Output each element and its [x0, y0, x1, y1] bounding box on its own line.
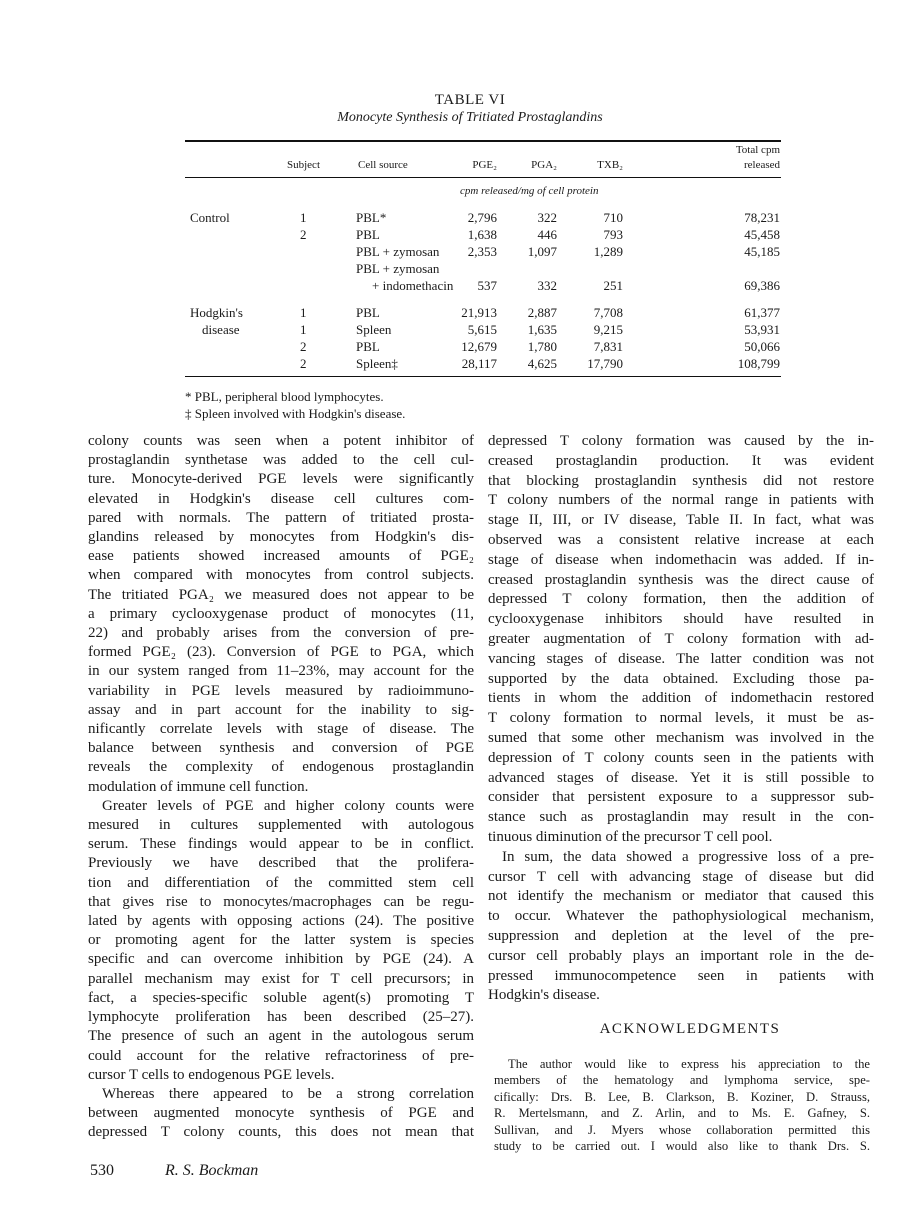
cell-pga: 1,780	[527, 339, 557, 354]
header-pga2: PGA₂	[531, 159, 557, 171]
cell-txb: 1,289	[593, 244, 623, 259]
table-bottom-rule	[185, 376, 781, 377]
running-author: R. S. Bockman	[165, 1162, 259, 1179]
text-line: study to be carried out. I would also like to thank Drs. S.	[494, 1139, 870, 1154]
cell-pge: 28,117	[461, 356, 497, 371]
cell-pge: 2,353	[467, 244, 497, 259]
text-line: The presence of such an agent in the autologous serum	[88, 1028, 474, 1045]
text-line: T colony numbers of the normal range in patients with	[488, 492, 874, 509]
cell-subject: 2	[300, 227, 307, 242]
text-line: nificantly correlate levels with stage of disease. The	[88, 721, 474, 738]
text-line: variability in PGE levels measured by radioimmuno-	[88, 682, 474, 699]
text-line: assay and in part account for the inability to sig-	[88, 701, 474, 718]
text-line: that gives rise to monocytes/macrophages can be regu-	[88, 893, 474, 910]
text-line: 22) and probably arises from the conversion of pre-	[88, 625, 474, 642]
text-line: creased prostaglandin production. It was evident	[488, 452, 874, 469]
cell-subject: 1	[300, 305, 307, 320]
cell-pga: 4,625	[527, 356, 557, 371]
text-line: could account for the relative refractoriness of pre-	[88, 1047, 474, 1064]
text-line: lymphocyte proliferation has been described (25–27).	[88, 1009, 474, 1026]
text-line: colony counts was seen when a potent inhibitor of	[88, 433, 474, 449]
cell-pge: 2,796	[467, 210, 497, 225]
text-line: The tritiated PGA₂ we measured does not appear to be	[88, 586, 474, 603]
text-line: T colony formation to normal levels, it must be as-	[488, 710, 874, 727]
cell-subject: 2	[300, 356, 307, 371]
cell-group: Control	[190, 210, 230, 225]
text-line: creased prostaglandin synthesis was the direct cause of	[488, 571, 874, 588]
cell-pga: 322	[537, 210, 557, 225]
text-line: to occur. Whatever the pathophysiological mechanism,	[488, 908, 874, 925]
text-line: cursor T cell with advancing stage of disease but did	[488, 868, 874, 885]
text-line: balance between synthesis and conversion of PGE	[88, 740, 474, 757]
header-pge2: PGE₂	[472, 159, 497, 171]
text-line: parallel mechanism may exist for T cell precursors; in	[88, 970, 474, 987]
cell-total: 50,066	[744, 339, 780, 354]
acknowledgments-text	[494, 1056, 870, 1154]
table-subtitle: Monocyte Synthesis of Tritiated Prostaglandins	[337, 110, 603, 125]
cell-total: 108,799	[737, 356, 780, 371]
acknowledgments-heading: ACKNOWLEDGMENTS	[599, 1021, 781, 1037]
text-line: Previously we have described that the prolifera-	[88, 855, 474, 872]
text-line: glandins released by monocytes from Hodgkin's dis-	[88, 529, 474, 546]
text-line: consider that persistent exposure to a suppressor sub-	[488, 789, 874, 806]
footnote: ‡ Spleen involved with Hodgkin's disease.	[185, 406, 406, 421]
text-line: tion and differentiation of the committed stem cell	[88, 874, 474, 891]
table-top-rule	[185, 140, 781, 142]
cell-group: disease	[202, 322, 240, 337]
cell-group: Hodgkin's	[190, 305, 243, 320]
text-line: mesured in cultures supplemented with autologous	[88, 817, 474, 834]
text-line: cifically: Drs. B. Lee, B. Clarkson, B. Koziner, D. Strauss,	[494, 1089, 870, 1104]
cell-pge: 21,913	[461, 305, 497, 320]
text-line: lated by agents with opposing actions (24). The positive	[88, 913, 474, 930]
cell-subject: 2	[300, 339, 307, 354]
text-line: a primary cyclooxygenase product of monocytes (11,	[88, 605, 474, 622]
text-line: prostaglandin synthetase was added to the cell cul-	[88, 452, 474, 469]
text-line: not identify the mechanism or mediator that caused this	[488, 888, 874, 905]
text-line: supported by the data obtained. Excluding those pa-	[488, 670, 874, 687]
text-line: ease patients showed increased amounts of PGE₂	[88, 548, 474, 565]
text-line: stage of disease when indomethacin was added. If in-	[488, 551, 874, 568]
cell-pga: 1,635	[527, 322, 557, 337]
footnote: * PBL, peripheral blood lymphocytes.	[185, 389, 384, 404]
text-line: tients in whom the addition of indomethacin restored	[488, 690, 874, 707]
cell-source: PBL	[356, 339, 380, 354]
text-line: fact, a species-specific soluble agent(s) promoting T	[88, 989, 474, 1006]
cell-txb: 7,831	[593, 339, 623, 354]
text-line: members of the hematology and lymphoma service, spe-	[494, 1073, 870, 1088]
text-line: Hodgkin's disease.	[488, 987, 600, 1004]
text-line: that blocking prostaglandin synthesis did not restore	[488, 472, 874, 489]
text-line: Sullivan, and J. Myers whose collaboration permitted this	[494, 1122, 870, 1137]
text-line: R. Mertelsmann, and Z. Arlin, and to Ms. E. Gafney, S.	[494, 1106, 870, 1121]
text-line: In sum, the data showed a progressive loss of a pre-	[502, 848, 874, 865]
header-subject: Subject	[287, 159, 320, 171]
cell-txb: 17,790	[587, 356, 623, 371]
header-txb2: TXB₂	[597, 159, 623, 171]
text-line: Greater levels of PGE and higher colony counts were	[102, 797, 474, 814]
text-line: greater augmentation of T colony formation with ad-	[488, 630, 874, 647]
text-line: vancing stages of disease. The latter condition was not	[488, 650, 874, 667]
text-line: cursor cell probably plays an important role in the de-	[488, 947, 874, 964]
text-line: tinuous diminution of the precursor T cell pool.	[488, 828, 773, 845]
cell-txb: 251	[603, 278, 623, 293]
text-line: pressed immunocompetence seen in patients with	[488, 967, 874, 984]
text-line: stance such as prostaglandin may result in the con-	[488, 809, 874, 826]
cell-txb: 710	[603, 210, 623, 225]
text-line: formed PGE₂ (23). Conversion of PGE to PGA, which	[88, 644, 474, 661]
cell-source: Spleen‡	[356, 356, 398, 371]
text-line: specific and can overcome inhibition by PGE (24). A	[88, 951, 474, 968]
cell-total: 45,185	[744, 244, 780, 259]
cell-pga: 332	[537, 278, 557, 293]
cell-total: 61,377	[744, 305, 780, 320]
cell-txb: 7,708	[593, 305, 623, 320]
text-line: advanced stages of disease. Yet it is still possible to	[488, 769, 874, 786]
text-line: pared with normals. The pattern of tritiated prosta-	[88, 509, 474, 526]
text-line: depressed T colony formation was caused by the in-	[488, 433, 874, 449]
cell-pge: 1,638	[467, 227, 497, 242]
text-line: serum. These findings would appear to be in conflict.	[88, 836, 474, 853]
cell-pge: 537	[477, 278, 497, 293]
text-line: modulation of immune cell function.	[88, 778, 309, 795]
cell-txb: 9,215	[593, 322, 623, 337]
cell-source: PBL + zymosan	[356, 244, 440, 259]
text-line: when compared with monocytes from control subjects.	[88, 567, 474, 584]
text-line: between augmented monocyte synthesis of PGE and	[88, 1105, 474, 1122]
cell-subject: 1	[300, 210, 307, 225]
cell-source: PBL	[356, 227, 380, 242]
text-line: or promoting agent for the latter system is species	[88, 932, 474, 949]
right-text-column	[488, 432, 874, 1006]
page-number: 530	[90, 1162, 114, 1179]
cell-pge: 5,615	[467, 322, 497, 337]
text-line: suppression and depletion at the level of the pre-	[488, 927, 874, 944]
text-line: depression of T colony counts seen in the patients with	[488, 749, 874, 766]
text-line: ture. Monocyte-derived PGE levels were significantly	[88, 471, 474, 488]
table-header-rule	[185, 177, 781, 178]
cell-source: PBL*	[356, 210, 387, 225]
cell-txb: 793	[603, 227, 623, 242]
text-line: sumed that some other mechanism was involved in the	[488, 729, 874, 746]
table-title: TABLE VI	[434, 92, 506, 108]
text-line: elevated in Hodgkin's disease cell cultures com-	[88, 490, 474, 507]
text-line: depressed T colony formation, then the addition of	[488, 591, 874, 608]
header-total-1: Total cpm	[735, 144, 780, 156]
text-line: observed was a consistent relative increase at each	[488, 531, 874, 548]
table-units: cpm released/mg of cell protein	[460, 185, 599, 197]
cell-source: PBL	[356, 305, 380, 320]
cell-source: + indomethacin	[372, 278, 454, 293]
cell-total: 69,386	[744, 278, 780, 293]
header-cell-source: Cell source	[358, 159, 408, 171]
cell-source: PBL + zymosan	[356, 261, 440, 276]
cell-pga: 2,887	[527, 305, 557, 320]
text-line: depressed T colony counts, this does not mean that	[88, 1124, 474, 1141]
text-line: Whereas there appeared to be a strong correlation	[102, 1085, 474, 1102]
text-line: cyclooxygenase inhibitors should have resulted in	[488, 611, 874, 628]
header-total-2: released	[743, 159, 780, 171]
cell-total: 45,458	[744, 227, 780, 242]
text-line: stage II, III, or IV disease, Table II. In fact, what was	[488, 512, 874, 529]
text-line: cursor T cells to endogenous PGE levels.	[88, 1066, 335, 1083]
text-line: in our system ranged from 11–23%, may account for the	[88, 663, 474, 680]
cell-total: 53,931	[744, 322, 780, 337]
cell-pga: 1,097	[527, 244, 557, 259]
text-line: The author would like to express his appreciation to the	[508, 1057, 870, 1071]
text-line: reveals the complexity of endogenous prostaglandin	[88, 759, 474, 776]
cell-subject: 1	[300, 322, 307, 337]
cell-pga: 446	[537, 227, 557, 242]
cell-source: Spleen	[356, 322, 392, 337]
cell-pge: 12,679	[461, 339, 497, 354]
cell-total: 78,231	[744, 210, 780, 225]
left-text-column	[88, 432, 474, 1143]
